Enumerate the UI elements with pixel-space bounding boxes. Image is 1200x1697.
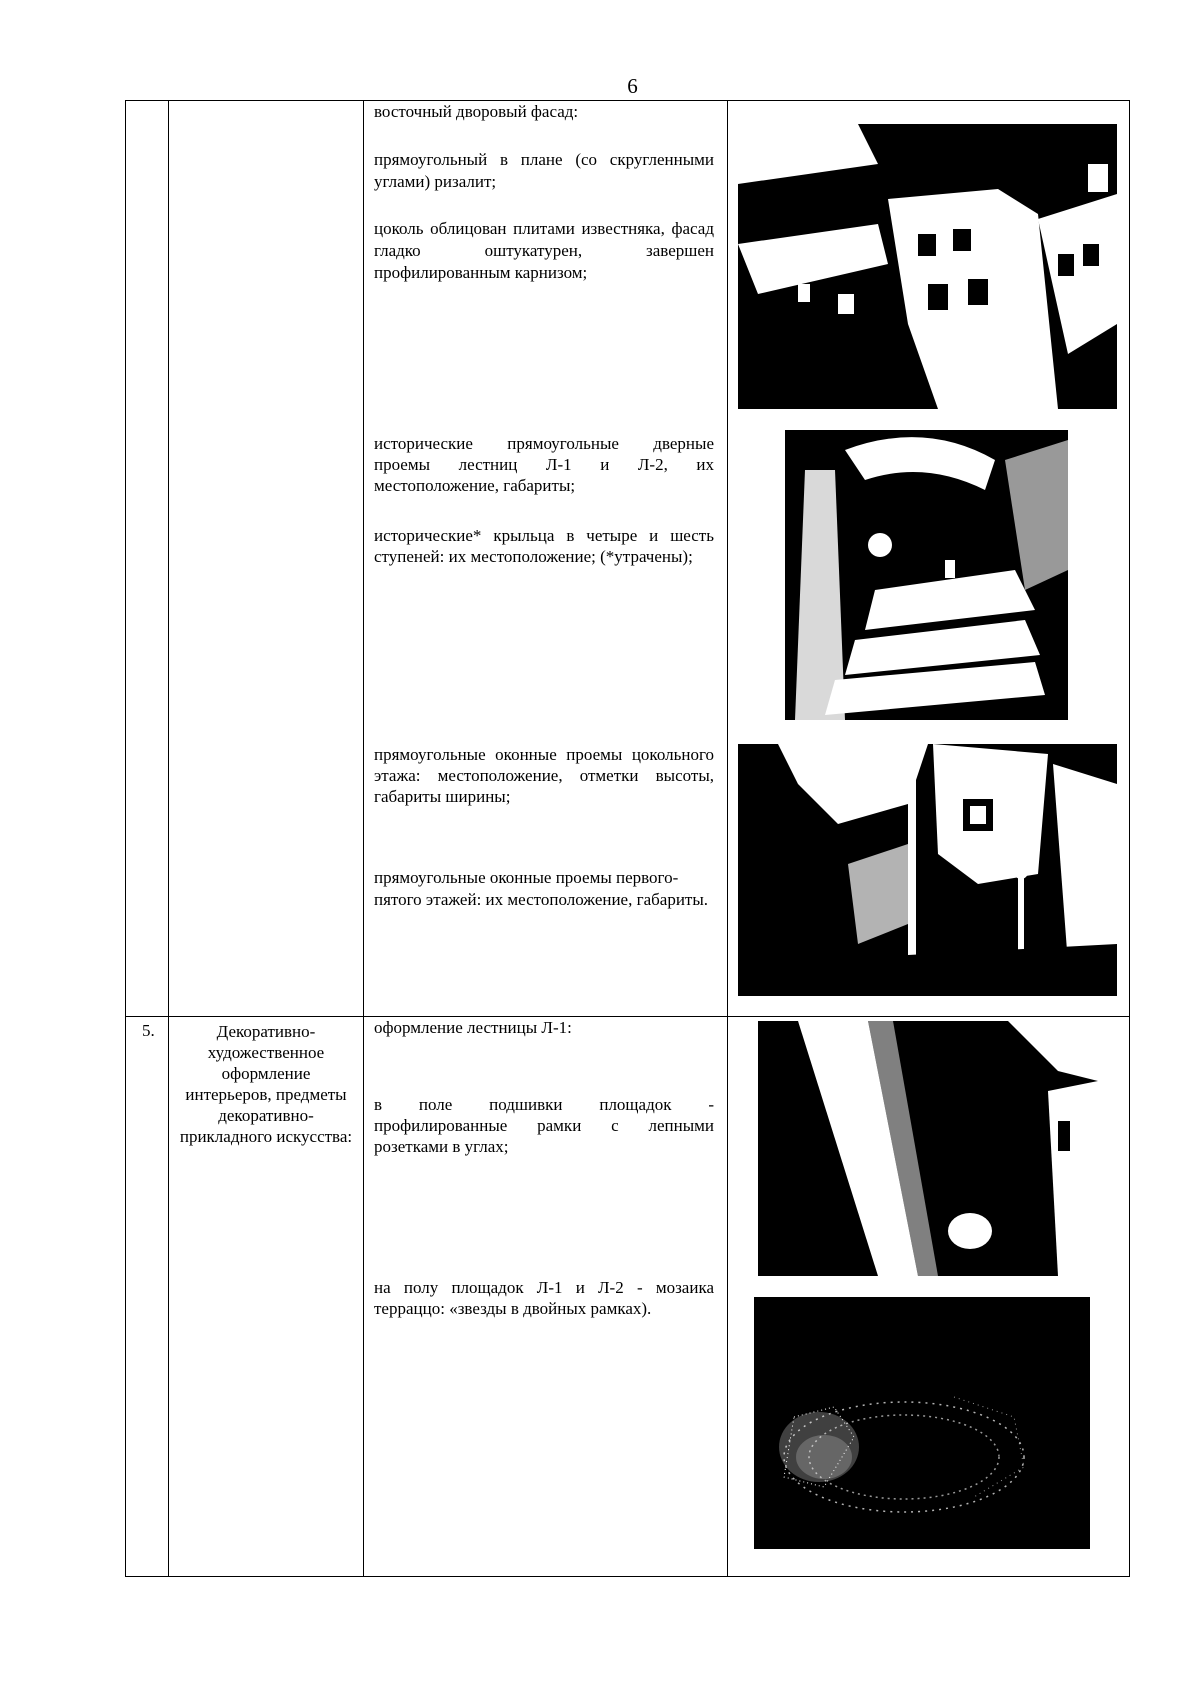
stair-ceiling-photo	[758, 1021, 1098, 1276]
paragraph-upper-windows: прямоугольные оконные проемы первого-пятого этажей: их местоположение, габариты.	[374, 868, 709, 909]
monument-subject-table	[125, 100, 1130, 1577]
paragraph-facade-heading: восточный дворовый фасад:	[374, 102, 579, 121]
item-description-cell	[364, 101, 728, 1017]
paragraph-ceiling-frames: в поле подшивки площадок - профилированные рамки с лепными розетками в углах;	[374, 1095, 714, 1156]
stair-archway-photo	[785, 430, 1068, 720]
courtyard-facade-photo	[738, 124, 1117, 409]
paragraph-plinth-cladding: цоколь облицован плитами известняка, фасад гладко оштукатурен, завершен профилированным карнизом;	[374, 219, 714, 282]
paragraph-terrazzo-mosaic: на полу площадок Л-1 и Л-2 - мозаика терраццо: «звезды в двойных рамках).	[374, 1278, 714, 1318]
item-name-cell	[169, 101, 364, 1017]
table-row	[126, 1017, 1130, 1577]
paragraph-basement-windows: прямоугольные оконные проемы цокольного этажа: местоположение, отметки высоты, габариты ширины;	[374, 745, 714, 806]
paragraph-risalit: прямоугольный в плане (со скругленными углами) ризалит;	[374, 150, 714, 191]
photos-cell	[728, 101, 1130, 1017]
item-description-cell	[364, 1017, 728, 1577]
photos-cell	[728, 1017, 1130, 1577]
table-row	[126, 101, 1130, 1017]
item-number-cell	[126, 101, 169, 1017]
paragraph-stair-decoration-heading: оформление лестницы Л-1:	[374, 1018, 572, 1037]
courtyard-lamp-photo	[738, 744, 1117, 996]
page-number: 6	[627, 74, 638, 98]
paragraph-porches: исторические* крыльца в четыре и шесть ступеней: их местоположение; (*утрачены);	[374, 526, 714, 566]
item-name-cell: Декоративно-художественное оформление интерьеров, предметы декоративно-прикладного искусства:	[169, 1017, 364, 1577]
item-number-cell: 5.	[126, 1017, 169, 1577]
paragraph-door-openings: исторические прямоугольные дверные проемы лестниц Л-1 и Л-2, их местоположение, габариты;	[374, 434, 714, 495]
terrazzo-floor-photo	[754, 1297, 1090, 1549]
